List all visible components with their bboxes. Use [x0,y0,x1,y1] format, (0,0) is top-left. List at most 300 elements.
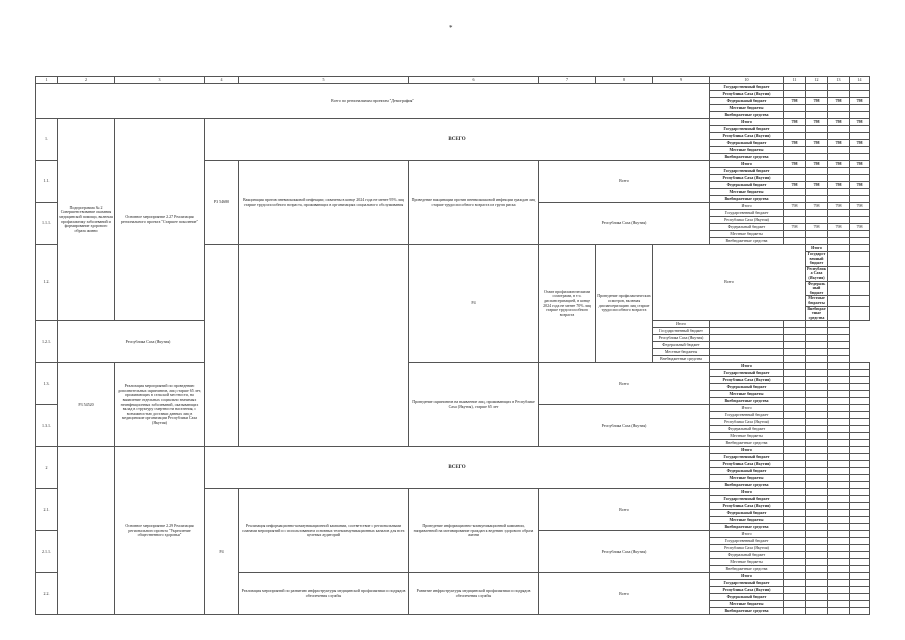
amount-cell: 798 [784,98,806,105]
amount-cell [784,454,806,461]
result-description: Проведение информационно-коммуникационной кампании, направленной на мотивирование граждан к ведению здорового образа жизни [409,489,539,573]
funding-source: Республика Саха (Якутия) [653,335,710,342]
funding-source: Федеральный бюджет [710,384,784,391]
budget-code: Р4 [409,245,539,363]
section-total: ВСЕГО [205,447,710,489]
funding-source: Итого [710,573,784,580]
amount-cell [784,342,806,349]
amount-cell [784,147,806,154]
amount-cell [828,147,850,154]
amount-cell [850,531,870,538]
amount-cell [850,377,870,384]
region-label: Всего [539,489,710,531]
amount-cell [828,510,850,517]
amount-cell [828,517,850,524]
amount-cell [806,566,828,573]
funding-source: Федеральный бюджет [710,140,784,147]
amount-cell [850,482,870,489]
amount-cell [806,559,828,566]
funding-source: Республика Саха (Якутия) [710,503,784,510]
amount-cell [784,189,806,196]
amount-cell [850,517,870,524]
amount-cell [806,552,828,559]
funding-source: Местные бюджеты [710,559,784,566]
amount-cell [784,175,806,182]
amount-cell [850,552,870,559]
column-number: 7 [539,77,596,84]
amount-cell [806,356,828,363]
amount-cell [784,559,806,566]
amount-cell [828,454,850,461]
header-row [36,77,870,84]
amount-cell: 798 [828,98,850,105]
amount-cell [828,349,850,356]
amount-cell [806,91,828,98]
amount-cell [850,231,870,238]
amount-cell [850,594,870,601]
amount-cell [828,524,850,531]
amount-cell [806,545,828,552]
indicator-description: Реализация мероприятий по проведению дополнительных скринингов, лиц старше 65 лет, проживающих в сельской местности, на выявление отдельных социально значимых неинфекционных заболеваний, оказывающих вклад в структуру смертности населения, с возможностью доставки данных лиц в медицинские организации Республики Саха (Якутия) [115,363,205,447]
amount-cell: 798 [850,140,870,147]
funding-source: Государственный бюджет [653,328,710,335]
amount-cell [828,566,850,573]
amount-cell [806,363,828,370]
amount-cell [850,217,870,224]
table-row [36,84,870,91]
amount-cell [828,398,850,405]
event-name: Основное мероприятие 2.29 Реализация регионального проекта "Укрепление общественного здоровья" [115,447,205,615]
region-label: Всего [539,573,710,615]
amount-cell [828,580,850,587]
amount-cell [828,489,850,496]
amount-cell [806,489,828,496]
amount-cell [806,133,828,140]
funding-source: Федеральный бюджет [710,224,784,231]
amount-cell [806,105,828,112]
region-label: Республика Саха (Якутия) [539,531,710,573]
amount-cell [850,503,870,510]
amount-cell [784,482,806,489]
amount-cell [784,105,806,112]
column-number: 4 [205,77,239,84]
amount-cell [828,391,850,398]
amount-cell [828,196,850,203]
amount-cell [850,112,870,119]
amount-cell [850,475,870,482]
budget-code: Р3 54520 [58,363,115,447]
amount-cell [850,189,870,196]
funding-source: Республика Саха (Якутия) [710,461,784,468]
amount-cell [828,447,850,454]
amount-cell: 798 [828,224,850,231]
amount-cell: 798 [828,203,850,210]
amount-cell [850,601,870,608]
amount-cell [828,363,850,370]
amount-cell [806,419,828,426]
amount-cell [806,370,828,377]
amount-cell [850,447,870,454]
amount-cell [828,405,850,412]
amount-cell [806,405,828,412]
amount-cell [850,105,870,112]
amount-cell [850,489,870,496]
amount-cell: 798 [784,224,806,231]
row-number: 1.3. [36,363,58,405]
region-label: Республика Саха (Якутия) [58,321,239,363]
amount-cell [850,587,870,594]
amount-cell [828,601,850,608]
amount-cell [784,489,806,496]
amount-cell [784,419,806,426]
amount-cell [806,538,828,545]
amount-cell [784,538,806,545]
amount-cell [850,454,870,461]
amount-cell [806,398,828,405]
amount-cell: 798 [784,182,806,189]
amount-cell [850,281,870,296]
funding-source: Внебюджетные средства [710,566,784,573]
amount-cell [828,266,850,281]
region-label: Всего [539,363,710,405]
region-label: Всего [653,245,806,321]
funding-source: Федеральный бюджет [710,594,784,601]
amount-cell [784,370,806,377]
amount-cell [784,335,806,342]
funding-source: Внебюджетные средства [653,356,710,363]
amount-cell [850,154,870,161]
funding-source: Федеральный бюджет [806,281,828,296]
amount-cell [806,503,828,510]
funding-source: Федеральный бюджет [653,342,710,349]
funding-source: Итого [710,447,784,454]
amount-cell [850,496,870,503]
amount-cell [828,468,850,475]
amount-cell [828,126,850,133]
amount-cell [850,126,870,133]
amount-cell: 798 [784,203,806,210]
amount-cell [806,335,828,342]
amount-cell [828,377,850,384]
amount-cell [806,587,828,594]
column-number: 10 [710,77,784,84]
amount-cell [850,559,870,566]
funding-source: Республика Саха (Якутия) [807,266,826,280]
amount-cell [828,328,850,335]
amount-cell [806,377,828,384]
funding-source: Местные бюджеты [710,147,784,154]
funding-source: Местные бюджеты [710,189,784,196]
funding-source: Местные бюджеты [806,296,828,306]
amount-cell [806,189,828,196]
funding-source: Местные бюджеты [710,105,784,112]
amount-cell [806,531,828,538]
amount-cell [850,210,870,217]
row-number: 2.1.1. [36,531,58,573]
amount-cell [828,370,850,377]
amount-cell: 798 [806,203,828,210]
table-row [36,363,870,370]
amount-cell [784,608,806,615]
amount-cell [784,84,806,91]
amount-cell: 798 [850,98,870,105]
amount-cell [806,426,828,433]
amount-cell [828,412,850,419]
funding-source: Внебюджетные средства [710,196,784,203]
amount-cell [806,321,828,328]
funding-source: Местные бюджеты [710,433,784,440]
amount-cell [828,482,850,489]
row-number: 1.3.1. [36,405,58,447]
amount-cell [828,552,850,559]
amount-cell [828,112,850,119]
funding-source: Федеральный бюджет [710,426,784,433]
amount-cell [784,238,806,245]
indicator-description: Реализация информационно-коммуникационной кампании, соответствие с региональными планами мероприятий и с использованием основных телекоммуникационных каналов для всех целевых аудиторий [239,489,409,573]
amount-cell [828,296,850,306]
amount-cell: 798 [828,119,850,126]
funding-source: Итого [710,119,784,126]
column-number: 14 [850,77,870,84]
amount-cell [850,245,870,252]
indicator-description: Вакцинация против пневмококковой инфекции; охвачены в конце 2024 года не менее 95% лиц старше трудоспособного возраста, проживающих в организациях социального обслуживания [239,161,409,245]
funding-source: Республика Саха (Якутия) [710,587,784,594]
amount-cell [828,608,850,615]
event-empty [239,245,409,447]
amount-cell [850,147,870,154]
amount-cell [806,468,828,475]
column-number: 6 [409,77,539,84]
amount-cell [806,580,828,587]
budget-table [35,76,870,615]
amount-cell [784,391,806,398]
amount-cell [806,517,828,524]
result-description: Проведение вакцинации против пневмококковой инфекции граждан лиц старше трудоспособного возраста из групп риска [409,161,539,245]
amount-cell [850,238,870,245]
amount-cell [806,217,828,224]
amount-cell: 798 [806,182,828,189]
budget-code: Р4 [205,489,239,615]
amount-cell: 798 [806,140,828,147]
amount-cell [850,306,870,321]
amount-cell: 798 [806,224,828,231]
amount-cell [784,398,806,405]
amount-cell [828,335,850,342]
column-number: 2 [58,77,115,84]
amount-cell [828,531,850,538]
funding-source: Внебюджетные средства [807,306,826,320]
row-number: 2 [36,447,58,489]
amount-cell [784,496,806,503]
amount-cell [828,503,850,510]
amount-cell: 798 [784,119,806,126]
amount-cell [828,84,850,91]
amount-cell [784,91,806,98]
amount-cell [806,238,828,245]
funding-source: Государственный бюджет [710,126,784,133]
funding-source: Государственный бюджет [710,412,784,419]
funding-source: Внебюджетные средства [710,482,784,489]
row-number: 2.1. [36,489,58,531]
amount-cell [828,594,850,601]
amount-cell [806,510,828,517]
amount-cell [784,328,806,335]
amount-cell [828,252,850,267]
funding-source: Республика Саха (Якутия) [710,91,784,98]
amount-cell [784,566,806,573]
indicator-description: Охват профилактическими осмотрами, в т.ч. диспансеризацией, в конце 2024 года не менее 70% лиц старше трудоспособного возраста [539,245,596,363]
amount-cell [806,524,828,531]
amount-cell [828,587,850,594]
amount-cell [850,405,870,412]
region-label: Всего [539,161,710,203]
amount-cell [828,538,850,545]
funding-source: Местные бюджеты [710,391,784,398]
funding-source: Местные бюджеты [710,517,784,524]
funding-source: Итого [710,363,784,370]
funding-source: Внебюджетные средства [710,398,784,405]
column-number: 9 [653,77,710,84]
funding-source: Государственный бюджет [710,210,784,217]
amount-cell: 798 [806,161,828,168]
funding-source: Государственный бюджет [710,370,784,377]
funding-source: Местные бюджеты [710,231,784,238]
funding-source: Государственный бюджет [710,454,784,461]
row-number: 1.1.1. [36,203,58,245]
amount-cell [806,440,828,447]
amount-cell [784,545,806,552]
funding-source: Государственный бюджет [710,538,784,545]
row-number: 1.1. [36,161,58,203]
funding-source: Республика Саха (Якутия) [710,377,784,384]
amount-cell [806,328,828,335]
funding-source: Итого [710,161,784,168]
amount-cell [806,391,828,398]
amount-cell [784,510,806,517]
funding-source: Итого [806,245,828,252]
amount-cell [784,573,806,580]
amount-cell [784,133,806,140]
amount-cell [806,594,828,601]
amount-cell [850,510,870,517]
amount-cell: 798 [850,182,870,189]
amount-cell [828,321,850,328]
amount-cell [828,105,850,112]
amount-cell: 798 [828,140,850,147]
amount-cell [784,433,806,440]
amount-cell [850,370,870,377]
amount-cell [828,496,850,503]
table-row [36,447,870,454]
event-name: Основное мероприятие 2.27 Реализация регионального проекта "Старшее поколение" [115,119,205,321]
amount-cell [710,321,784,328]
amount-cell: 798 [784,140,806,147]
funding-source: Республика Саха (Якутия) [710,133,784,140]
amount-cell [806,231,828,238]
amount-cell [850,461,870,468]
amount-cell [806,482,828,489]
funding-source: Республика Саха (Якутия) [710,419,784,426]
funding-source: Внебюджетные средства [710,608,784,615]
funding-source: Федеральный бюджет [710,552,784,559]
row-number: 2.2. [36,573,58,615]
funding-source: Республика Саха (Якутия) [710,545,784,552]
amount-cell [828,168,850,175]
page-marker: * [449,24,453,32]
amount-cell [784,217,806,224]
amount-cell: 798 [850,224,870,231]
amount-cell [784,531,806,538]
funding-source: Местные бюджеты [710,601,784,608]
amount-cell [828,238,850,245]
result-description: Проведение скринингов на выявление лиц, проживающих в Республике Саха (Якутия), старше 65 лет [409,363,539,447]
amount-cell [784,363,806,370]
amount-cell [850,196,870,203]
row-number: 1. [36,119,58,161]
amount-cell [806,175,828,182]
amount-cell [806,475,828,482]
funding-source: Внебюджетные средства [710,440,784,447]
amount-cell [850,412,870,419]
amount-cell [784,461,806,468]
amount-cell [710,335,784,342]
amount-cell: 798 [806,98,828,105]
funding-source: Государственный бюджет [710,580,784,587]
amount-cell [806,573,828,580]
amount-cell [850,538,870,545]
amount-cell [806,349,828,356]
amount-cell: 798 [784,161,806,168]
amount-cell [828,281,850,296]
amount-cell [850,419,870,426]
amount-cell [784,231,806,238]
funding-source: Итого [710,405,784,412]
amount-cell [828,342,850,349]
amount-cell [828,461,850,468]
amount-cell [806,601,828,608]
amount-cell [850,566,870,573]
funding-source: Республика Саха (Якутия) [710,175,784,182]
amount-cell [784,468,806,475]
amount-cell [828,545,850,552]
column-number: 3 [115,77,205,84]
amount-cell [850,573,870,580]
amount-cell [850,433,870,440]
amount-cell [850,608,870,615]
amount-cell [828,210,850,217]
funding-source: Федеральный бюджет [710,510,784,517]
amount-cell [784,377,806,384]
subprogram-empty [58,447,115,615]
result-description: Проведение профилактических осмотров, включая диспансеризацию лиц старше трудоспособного возраста [596,245,653,363]
region-label: Республика Саха (Якутия) [539,203,710,245]
amount-cell [784,475,806,482]
funding-source: Местные бюджеты [710,475,784,482]
amount-cell [784,412,806,419]
amount-cell [784,405,806,412]
amount-cell [784,168,806,175]
funding-source: Итого [710,489,784,496]
amount-cell [828,231,850,238]
amount-cell [806,496,828,503]
amount-cell [710,328,784,335]
amount-cell [710,342,784,349]
column-number: 13 [828,77,850,84]
amount-cell [806,210,828,217]
amount-cell [806,196,828,203]
amount-cell [784,503,806,510]
funding-source: Государственный бюджет [710,84,784,91]
